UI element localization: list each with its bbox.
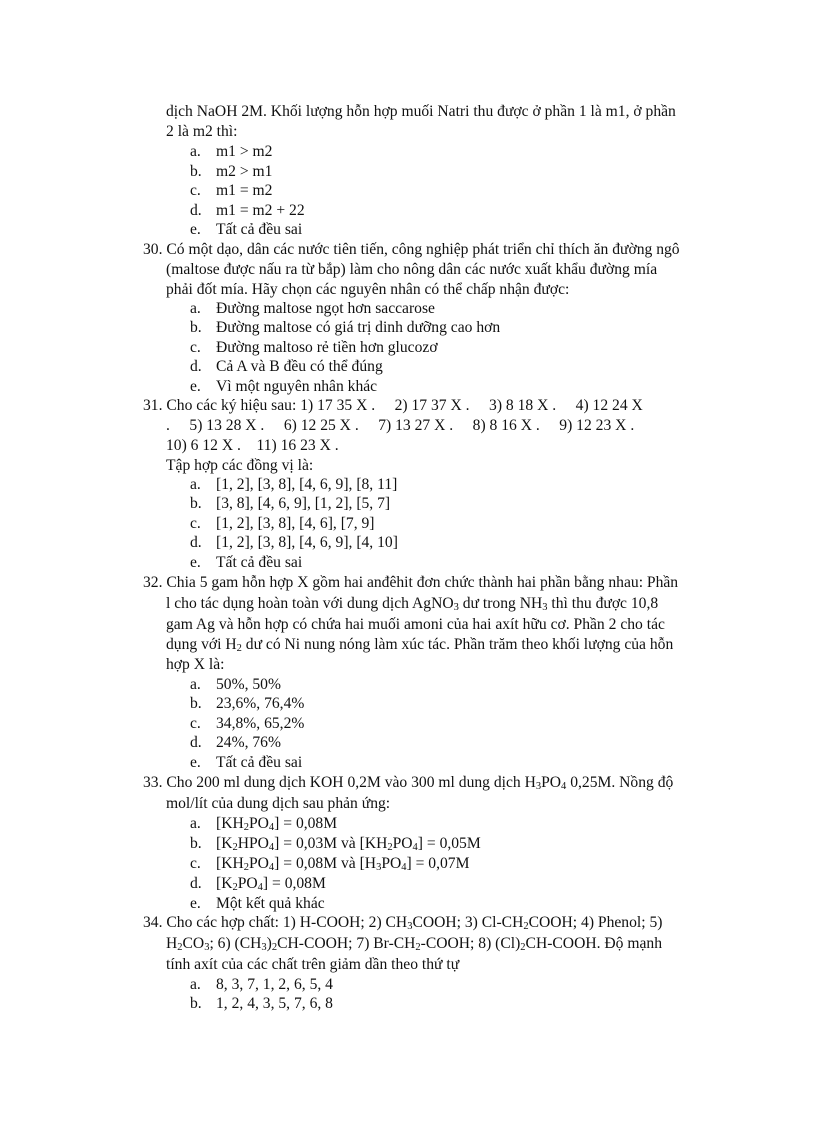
q31-text-line-4: Tập hợp các đồng vị là:	[166, 457, 314, 474]
q30-option-e: e. Vì một nguyên nhân khác	[190, 378, 378, 395]
q33-option-a: a. $[KH_2PO_4] = 0,08M$	[190, 815, 338, 833]
q32-text-line-4: dụng với $H_2$ dư có Ni nung nóng làm xúc tác. Phần trăm theo khối lượng của hỗn	[166, 636, 674, 654]
q30-text-line-2: (maltose được nấu ra từ bắp) làm cho nông dân các nước xuất khẩu đường mía	[166, 261, 658, 278]
q31-option-e: e. Tất cả đều sai	[190, 554, 303, 571]
q32-option-e: e. Tất cả đều sai	[190, 754, 303, 771]
q32-text-line-1: 32. Chia 5 gam hỗn hợp X gồm hai anđêhit đơn chức thành hai phần bằng nhau: Phần	[143, 574, 679, 591]
q34-text-line-1: 34. Cho các hợp chất: 1) H-COOH; 2) $CH_3COOH$; 3) $Cl-CH_2COOH$; 4) Phenol; 5)	[143, 914, 663, 932]
q34-text-line-3: tính axít của các chất trên giảm dần theo thứ tự	[166, 956, 460, 973]
q29-option-e: e. Tất cả đều sai	[190, 221, 303, 238]
q34-option-a: a. 8, 3, 7, 1, 2, 6, 5, 4	[190, 976, 333, 993]
q32-option-d: d. 24%, 76%	[190, 734, 281, 751]
q29-text-line-1: dịch NaOH 2M. Khối lượng hỗn hợp muối Natri thu được ở phần 1 là m1, ở phần	[166, 103, 676, 120]
q30-text-line-3: phải đốt mía. Hãy chọn các nguyên nhân có thể chấp nhận được:	[166, 281, 570, 298]
q30-option-b: b. Đường maltose có giá trị dinh dưỡng cao hơn	[190, 319, 501, 336]
q30-option-c: c. Đường maltoso rẻ tiền hơn glucozơ	[190, 339, 438, 356]
q30-option-d: d. Cả A và B đều có thể đúng	[190, 358, 383, 375]
q31-text-line-3: 10) 6 12 X . 11) 16 23 X .	[166, 437, 339, 454]
q29-option-a: a. m1 > m2	[190, 143, 273, 160]
q32-option-b: b. 23,6%, 76,4%	[190, 695, 305, 712]
q29-option-d: d. m1 = m2 + 22	[190, 202, 305, 219]
q29-text-line-2: 2 là m2 thì:	[166, 123, 238, 140]
q31-option-d: d. [1, 2], [3, 8], [4, 6, 9], [4, 10]	[190, 534, 398, 551]
q34-option-b: b. 1, 2, 4, 3, 5, 7, 6, 8	[190, 995, 333, 1012]
q31-option-a: a. [1, 2], [3, 8], [4, 6, 9], [8, 11]	[190, 476, 398, 493]
q33-text-line-2: mol/lít của dung dịch sau phản ứng:	[166, 795, 391, 812]
q29-option-b: b. m2 > m1	[190, 163, 273, 180]
q29-option-c: c. m1 = m2	[190, 182, 273, 199]
q30-option-a: a. Đường maltose ngọt hơn saccarose	[190, 300, 435, 317]
q33-text-line-1: 33. Cho 200 ml dung dịch KOH 0,2M vào 300 ml dung dịch $H_3PO_4$ 0,25M. Nồng độ	[143, 774, 674, 792]
q33-option-c: c. $[KH_2PO_4] = 0,08M$ và $[H_3PO_4] = 0,07M$	[190, 855, 470, 873]
q34-text-line-2: $H_2CO_3$; 6) $(CH_3)_2CH$-COOH; 7) $Br-CH_2$-COOH; 8) $(Cl)_2CH$-COOH. Độ mạnh	[166, 935, 662, 953]
q32-option-c: c. 34,8%, 65,2%	[190, 715, 305, 732]
q31-text-line-2: . 5) 13 28 X . 6) 12 25 X . 7) 13 27 X . 8) 8 16 X . 9) 12 23 X .	[166, 417, 635, 434]
q33-option-b: b. $[K_2HPO_4] = 0,03M$ và $[KH_2PO_4] = 0,05M$	[190, 835, 481, 853]
q32-text-line-3: gam Ag và hỗn hợp có chứa hai muối amoni của hai axít hữu cơ. Phần 2 cho tác	[166, 616, 665, 633]
q31-option-b: b. [3, 8], [4, 6, 9], [1, 2], [5, 7]	[190, 495, 391, 512]
q32-text-line-5: hợp X là:	[166, 656, 225, 673]
q32-text-line-2: l cho tác dụng hoàn toàn với dung dịch AgNO$_3$ dư trong $NH_3$ thì thu được 10,8	[166, 595, 659, 613]
q31-text-line-1: 31. Cho các ký hiệu sau: 1) 17 35 X . 2) 17 37 X . 3) 8 18 X . 4) 12 24 X	[143, 397, 643, 414]
q33-option-e: e. Một kết quả khác	[190, 895, 325, 912]
q30-text-line-1: 30. Có một dạo, dân các nước tiên tiến, công nghiệp phát triển chỉ thích ăn đường ngô	[143, 241, 680, 258]
q31-option-c: c. [1, 2], [3, 8], [4, 6], [7, 9]	[190, 515, 375, 532]
q33-option-d: d. $[K_2PO_4] = 0,08M$	[190, 875, 326, 893]
q32-option-a: a. 50%, 50%	[190, 676, 281, 693]
